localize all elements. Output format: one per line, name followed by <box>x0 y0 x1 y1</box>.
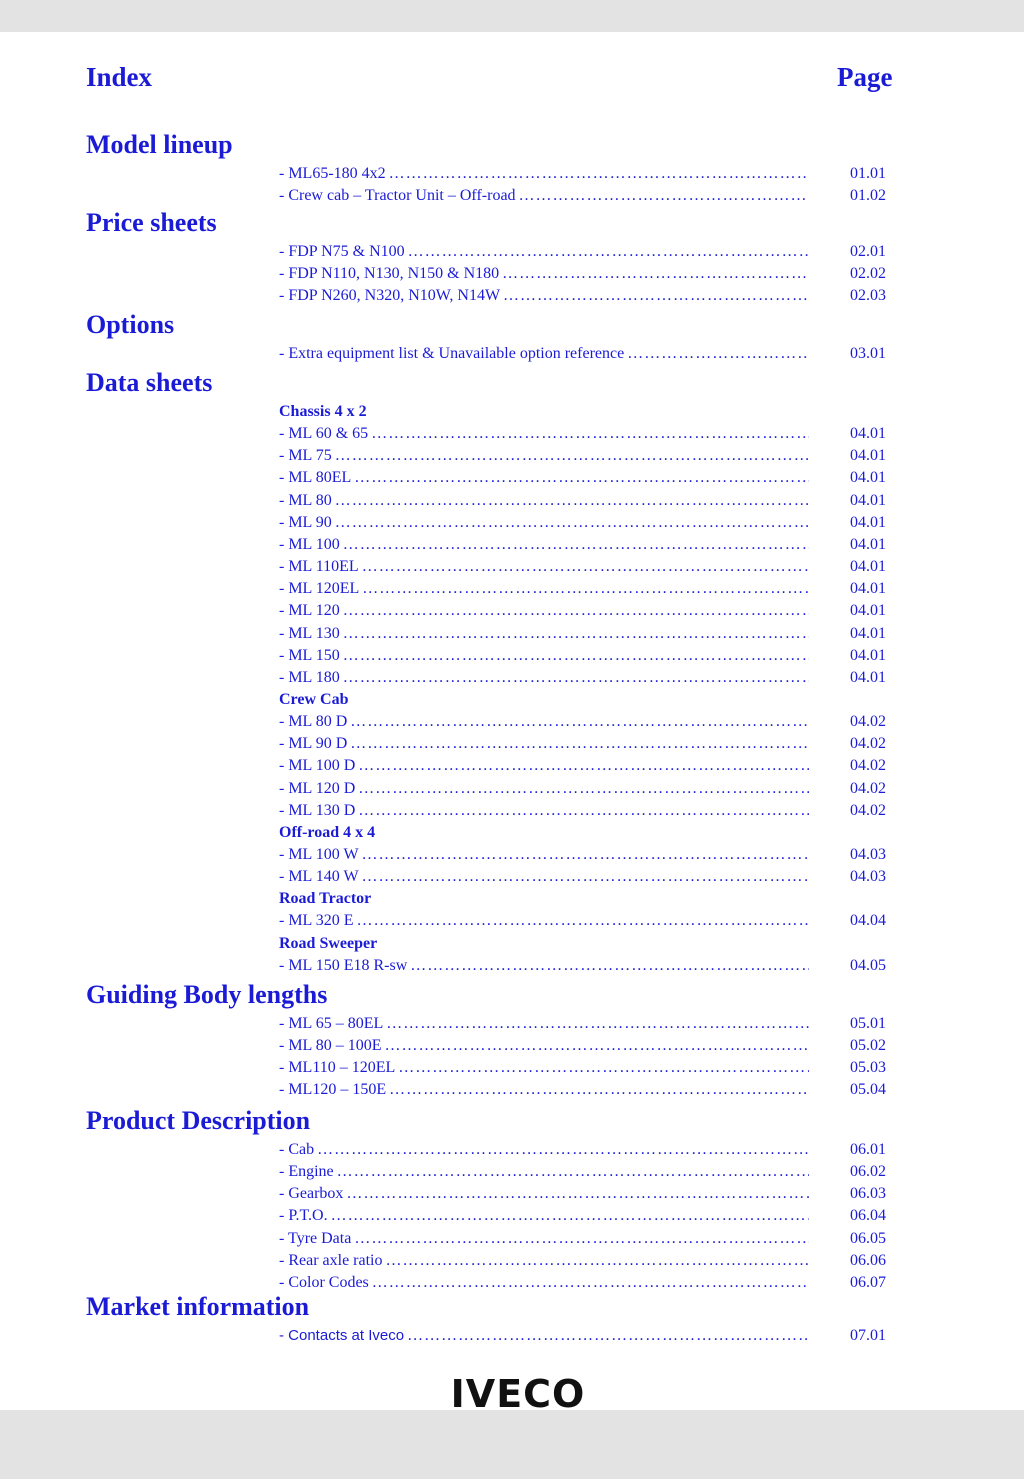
dot-leader <box>371 424 809 444</box>
toc-entry-label: - ML120 – 150E <box>279 1081 387 1099</box>
toc-entry[interactable] <box>279 468 809 488</box>
dot-leader <box>358 779 809 799</box>
dot-leader <box>331 1206 809 1226</box>
dot-leader <box>503 286 809 306</box>
toc-page-number: 04.01 <box>850 535 886 553</box>
subsection-heading: Chassis 4 x 2 <box>279 403 367 420</box>
logo-wordmark: IVECO <box>450 1372 586 1416</box>
toc-page-number: 01.02 <box>850 187 886 205</box>
dot-leader <box>343 535 809 555</box>
section-heading: Product Description <box>86 1106 311 1135</box>
dot-leader <box>627 344 809 364</box>
toc-entry[interactable] <box>279 557 809 577</box>
toc-entry-label: - ML 180 <box>279 668 340 686</box>
toc-entry[interactable] <box>279 491 809 511</box>
toc-entry[interactable] <box>279 668 809 688</box>
dot-leader <box>354 468 809 488</box>
dot-leader <box>389 1080 809 1100</box>
toc-page-number: 04.01 <box>850 491 886 509</box>
toc-page-number: 06.05 <box>850 1229 886 1247</box>
toc-page-number: 06.07 <box>850 1273 886 1291</box>
toc-entry[interactable] <box>279 286 809 306</box>
index-heading: Index <box>86 62 153 92</box>
page-column-heading: Page <box>837 62 893 92</box>
dot-leader <box>362 557 809 577</box>
toc-entry-label: - ML 80EL <box>279 469 352 487</box>
toc-entry-label: - Color Codes <box>279 1273 369 1291</box>
toc-page-number: 05.03 <box>850 1059 886 1077</box>
toc-page-number: 04.01 <box>850 469 886 487</box>
toc-entry-label: - ML 120 D <box>279 779 356 797</box>
toc-entry[interactable] <box>279 186 809 206</box>
dot-leader <box>346 1184 809 1204</box>
toc-page-number: 04.01 <box>850 513 886 531</box>
toc-page-number: 04.05 <box>850 956 886 974</box>
toc-page-number: 04.01 <box>850 668 886 686</box>
toc-entry-label: - ML 120 <box>279 602 340 620</box>
toc-entry[interactable] <box>279 956 809 976</box>
dot-leader <box>407 1326 809 1346</box>
dot-leader <box>408 242 809 262</box>
toc-page-number: 04.02 <box>850 713 886 731</box>
section-heading: Model lineup <box>86 130 233 159</box>
toc-entry[interactable] <box>279 344 809 364</box>
toc-page-number: 04.01 <box>850 646 886 664</box>
toc-entry[interactable] <box>279 513 809 533</box>
dot-leader <box>519 186 809 206</box>
toc-page-number: 04.02 <box>850 757 886 775</box>
toc-page-number: 06.02 <box>850 1163 886 1181</box>
toc-entry-label: - ML 130 D <box>279 801 356 819</box>
subsection-heading: Crew Cab <box>279 690 349 708</box>
dot-leader <box>386 1014 809 1034</box>
dot-leader <box>385 1036 809 1056</box>
toc-entry[interactable] <box>279 535 809 555</box>
dot-leader <box>362 845 809 865</box>
toc-entry[interactable] <box>279 601 809 621</box>
dot-leader <box>343 624 809 644</box>
toc-entry-label: - FDP N260, N320, N10W, N14W <box>279 287 501 305</box>
section-heading: Price sheets <box>86 208 217 237</box>
toc-entry-label: - P.T.O. <box>279 1207 328 1225</box>
toc-entry[interactable] <box>279 424 809 444</box>
toc-entry[interactable] <box>279 1251 809 1271</box>
toc-page-number: 06.03 <box>850 1185 886 1203</box>
toc-entry-label: - FDP N110, N130, N150 & N180 <box>279 265 500 283</box>
toc-page-number: 06.01 <box>850 1141 886 1158</box>
toc-entry-label: - Extra equipment list & Unavailable option reference <box>279 345 625 362</box>
toc-entry-label: - ML 100 D <box>279 757 356 775</box>
toc-entry-label: - ML 110EL <box>279 558 359 576</box>
toc-entry-label: - ML 80 D <box>279 713 348 731</box>
toc-entry-label: - ML 140 W <box>279 868 359 886</box>
toc-entry[interactable] <box>279 1184 809 1204</box>
toc-entry-label: - ML 60 & 65 <box>279 425 369 443</box>
dot-leader <box>343 646 809 666</box>
toc-entry-label: - ML 90 D <box>279 735 348 753</box>
toc-entry-label: - ML 75 <box>279 447 332 465</box>
toc-entry-label: - Rear axle ratio <box>279 1251 383 1269</box>
toc-page-number: 04.01 <box>850 580 886 598</box>
toc-page-number: 02.03 <box>850 287 886 305</box>
toc-entry[interactable] <box>279 779 809 799</box>
toc-page-number: 04.03 <box>850 846 886 863</box>
dot-leader <box>343 601 809 621</box>
toc-entry-label: - ML 100 W <box>279 846 359 863</box>
toc-page-number: 04.01 <box>850 558 886 576</box>
toc-entry[interactable] <box>279 1140 809 1160</box>
toc-entry-label: - Cab <box>279 1141 315 1158</box>
toc-entry-label: - ML 65 – 80EL <box>279 1015 384 1032</box>
iveco-logo <box>443 1372 593 1416</box>
toc-page-number: 02.01 <box>850 243 886 260</box>
dot-leader <box>343 668 809 688</box>
toc-page-number: 04.01 <box>850 602 886 620</box>
toc-entry-label: - Tyre Data <box>279 1229 352 1247</box>
toc-entry-label: - ML 120EL <box>279 580 360 598</box>
dot-leader <box>335 491 809 511</box>
toc-page-number: 04.02 <box>850 779 886 797</box>
toc-entry-label: - ML 100 <box>279 535 340 553</box>
toc-entry[interactable] <box>279 801 809 821</box>
dot-leader <box>372 1273 809 1293</box>
dot-leader <box>335 513 809 533</box>
toc-entry[interactable] <box>279 712 809 732</box>
toc-entry-label: - ML 80 – 100E <box>279 1037 382 1055</box>
toc-entry[interactable] <box>279 1014 809 1034</box>
toc-page-number: 05.04 <box>850 1081 886 1099</box>
dot-leader <box>386 1251 810 1271</box>
toc-page-number: 07.01 <box>850 1327 886 1344</box>
toc-page-number: 04.02 <box>850 735 886 753</box>
toc-entry[interactable] <box>279 1206 809 1226</box>
toc-page-number: 02.02 <box>850 265 886 283</box>
toc-entry[interactable] <box>279 1036 809 1056</box>
toc-entry[interactable] <box>279 1058 809 1078</box>
dot-leader <box>354 1229 809 1249</box>
dot-leader <box>358 801 809 821</box>
subsection-heading: Off-road 4 x 4 <box>279 823 376 841</box>
toc-entry-label: - Contacts at Iveco <box>279 1327 405 1344</box>
toc-entry-label: - ML 150 E18 R-sw <box>279 956 408 974</box>
toc-entry[interactable] <box>279 446 809 466</box>
subsection-heading: Road Sweeper <box>279 934 378 952</box>
toc-page-number: 03.01 <box>850 345 886 362</box>
dot-leader <box>350 712 809 732</box>
toc-page-number: 04.01 <box>850 624 886 642</box>
toc-entry-label: - ML110 – 120EL <box>279 1059 396 1077</box>
dot-leader <box>502 264 809 284</box>
dot-leader <box>410 956 809 976</box>
section-heading: Options <box>86 310 175 339</box>
toc-entry[interactable] <box>279 756 809 776</box>
toc-page-number: 05.01 <box>850 1015 886 1032</box>
toc-page-number: 04.04 <box>850 912 886 930</box>
toc-entry[interactable] <box>279 624 809 644</box>
toc-entry[interactable] <box>279 911 809 931</box>
dot-leader <box>317 1140 809 1160</box>
toc-page-number: 04.01 <box>850 425 886 443</box>
dot-leader <box>362 867 809 887</box>
toc-entry[interactable] <box>279 845 809 865</box>
section-heading: Data sheets <box>86 368 213 397</box>
dot-leader <box>350 734 809 754</box>
toc-page-number: 06.06 <box>850 1251 886 1269</box>
toc-entry[interactable] <box>279 264 809 284</box>
dot-leader <box>335 446 809 466</box>
toc-entry-label: - ML 80 <box>279 491 332 509</box>
toc-entry-label: - ML 320 E <box>279 912 354 930</box>
toc-page-number: 04.01 <box>850 447 886 465</box>
toc-entry[interactable] <box>279 242 809 262</box>
toc-entry[interactable] <box>279 1273 809 1293</box>
subsection-heading: Road Tractor <box>279 890 372 908</box>
toc-entry[interactable] <box>279 646 809 666</box>
dot-leader <box>398 1058 809 1078</box>
toc-page-number: 05.02 <box>850 1037 886 1055</box>
toc-entry[interactable] <box>279 1229 809 1249</box>
dot-leader <box>362 579 809 599</box>
toc-entry-label: - ML65-180 4x2 <box>279 165 386 182</box>
toc-entry[interactable] <box>279 1162 809 1182</box>
toc-entry-label: - Gearbox <box>279 1185 344 1203</box>
document-page <box>0 32 1024 1416</box>
toc-page-number: 04.03 <box>850 868 886 886</box>
toc-page-number: 04.02 <box>850 801 886 819</box>
toc-entry[interactable] <box>279 734 809 754</box>
toc-entry-label: - ML 150 <box>279 646 340 664</box>
toc-entry[interactable] <box>279 1326 809 1346</box>
toc-entry-label: - Crew cab – Tractor Unit – Off-road <box>279 187 516 205</box>
section-heading: Market information <box>86 1292 310 1321</box>
toc-entry-label: - FDP N75 & N100 <box>279 243 405 260</box>
dot-leader <box>357 911 809 931</box>
toc-entry-label: - ML 130 <box>279 624 340 642</box>
section-heading: Guiding Body lengths <box>86 980 328 1009</box>
toc-entry-label: - ML 90 <box>279 513 332 531</box>
toc-entry[interactable] <box>279 1080 809 1100</box>
toc-entry[interactable] <box>279 164 809 184</box>
toc-page-number: 01.01 <box>850 165 886 182</box>
dot-leader <box>389 164 809 184</box>
dot-leader <box>358 756 809 776</box>
toc-entry[interactable] <box>279 579 809 599</box>
toc-entry[interactable] <box>279 867 809 887</box>
toc-entry-label: - Engine <box>279 1163 334 1181</box>
dot-leader <box>337 1162 809 1182</box>
toc-page-number: 06.04 <box>850 1207 886 1225</box>
